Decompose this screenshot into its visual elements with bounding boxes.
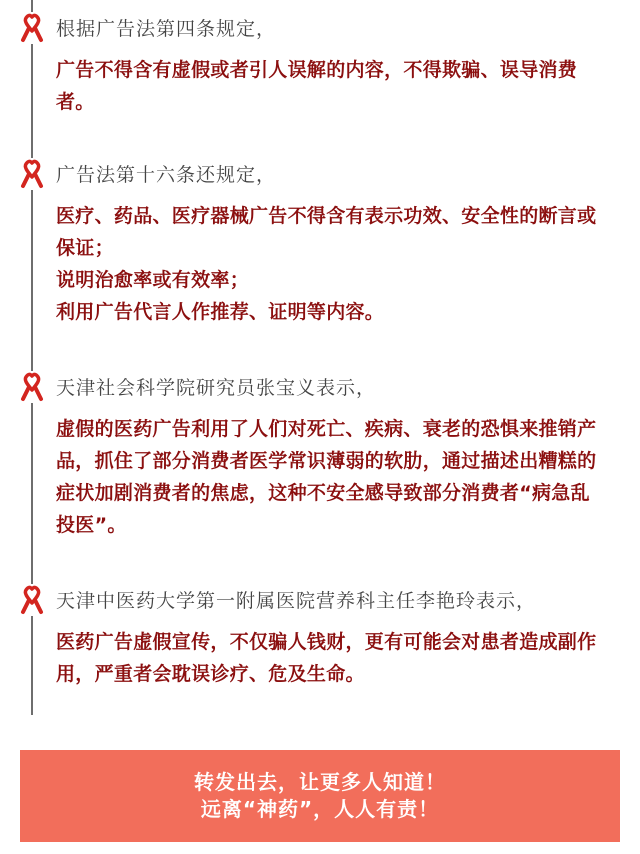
section-heading: 广告法第十六条还规定， [56, 164, 277, 186]
section-body [56, 413, 608, 541]
section-body-line: 医疗、药品、医疗器械广告不得含有表示功效、安全性的断言或保证； [56, 205, 597, 259]
section-heading: 天津中医药大学第一附属医院营养科主任李艳玲表示， [56, 590, 537, 612]
section-body [56, 626, 608, 690]
awareness-ribbon-icon [19, 371, 45, 403]
awareness-ribbon-icon [19, 584, 45, 616]
banner-line-share: 转发出去，让更多人知道！ [194, 770, 446, 794]
share-banner [20, 750, 620, 842]
section-body-line: 说明治愈率或有效率； [56, 269, 250, 291]
section-body-line: 广告不得含有虚假或者引人误解的内容，不得欺骗、误导消费者。 [56, 59, 578, 113]
awareness-ribbon-icon [19, 12, 45, 44]
section-body-line: 虚假的医药广告利用了人们对死亡、疾病、衰老的恐惧来推销产品，抓住了部分消费者医学常识薄弱的软肋，通过描述出糟糕的症状加剧消费者的焦虑，这种不安全感导致部分消费者“病急乱投医”。 [56, 418, 597, 536]
section-body [56, 200, 608, 328]
section-heading: 天津社会科学院研究员张宝义表示， [56, 377, 377, 399]
section-body-line: 利用广告代言人作推荐、证明等内容。 [56, 301, 385, 323]
awareness-ribbon-icon [19, 158, 45, 190]
banner-line-responsibility: 远离“神药”，人人有责！ [200, 797, 440, 821]
section-heading: 根据广告法第四条规定， [56, 18, 277, 40]
section-body [56, 54, 608, 118]
section-body-line: 医药广告虚假宣传，不仅骗人钱财，更有可能会对患者造成副作用，严重者会耽误诊疗、危及生命。 [56, 631, 597, 685]
